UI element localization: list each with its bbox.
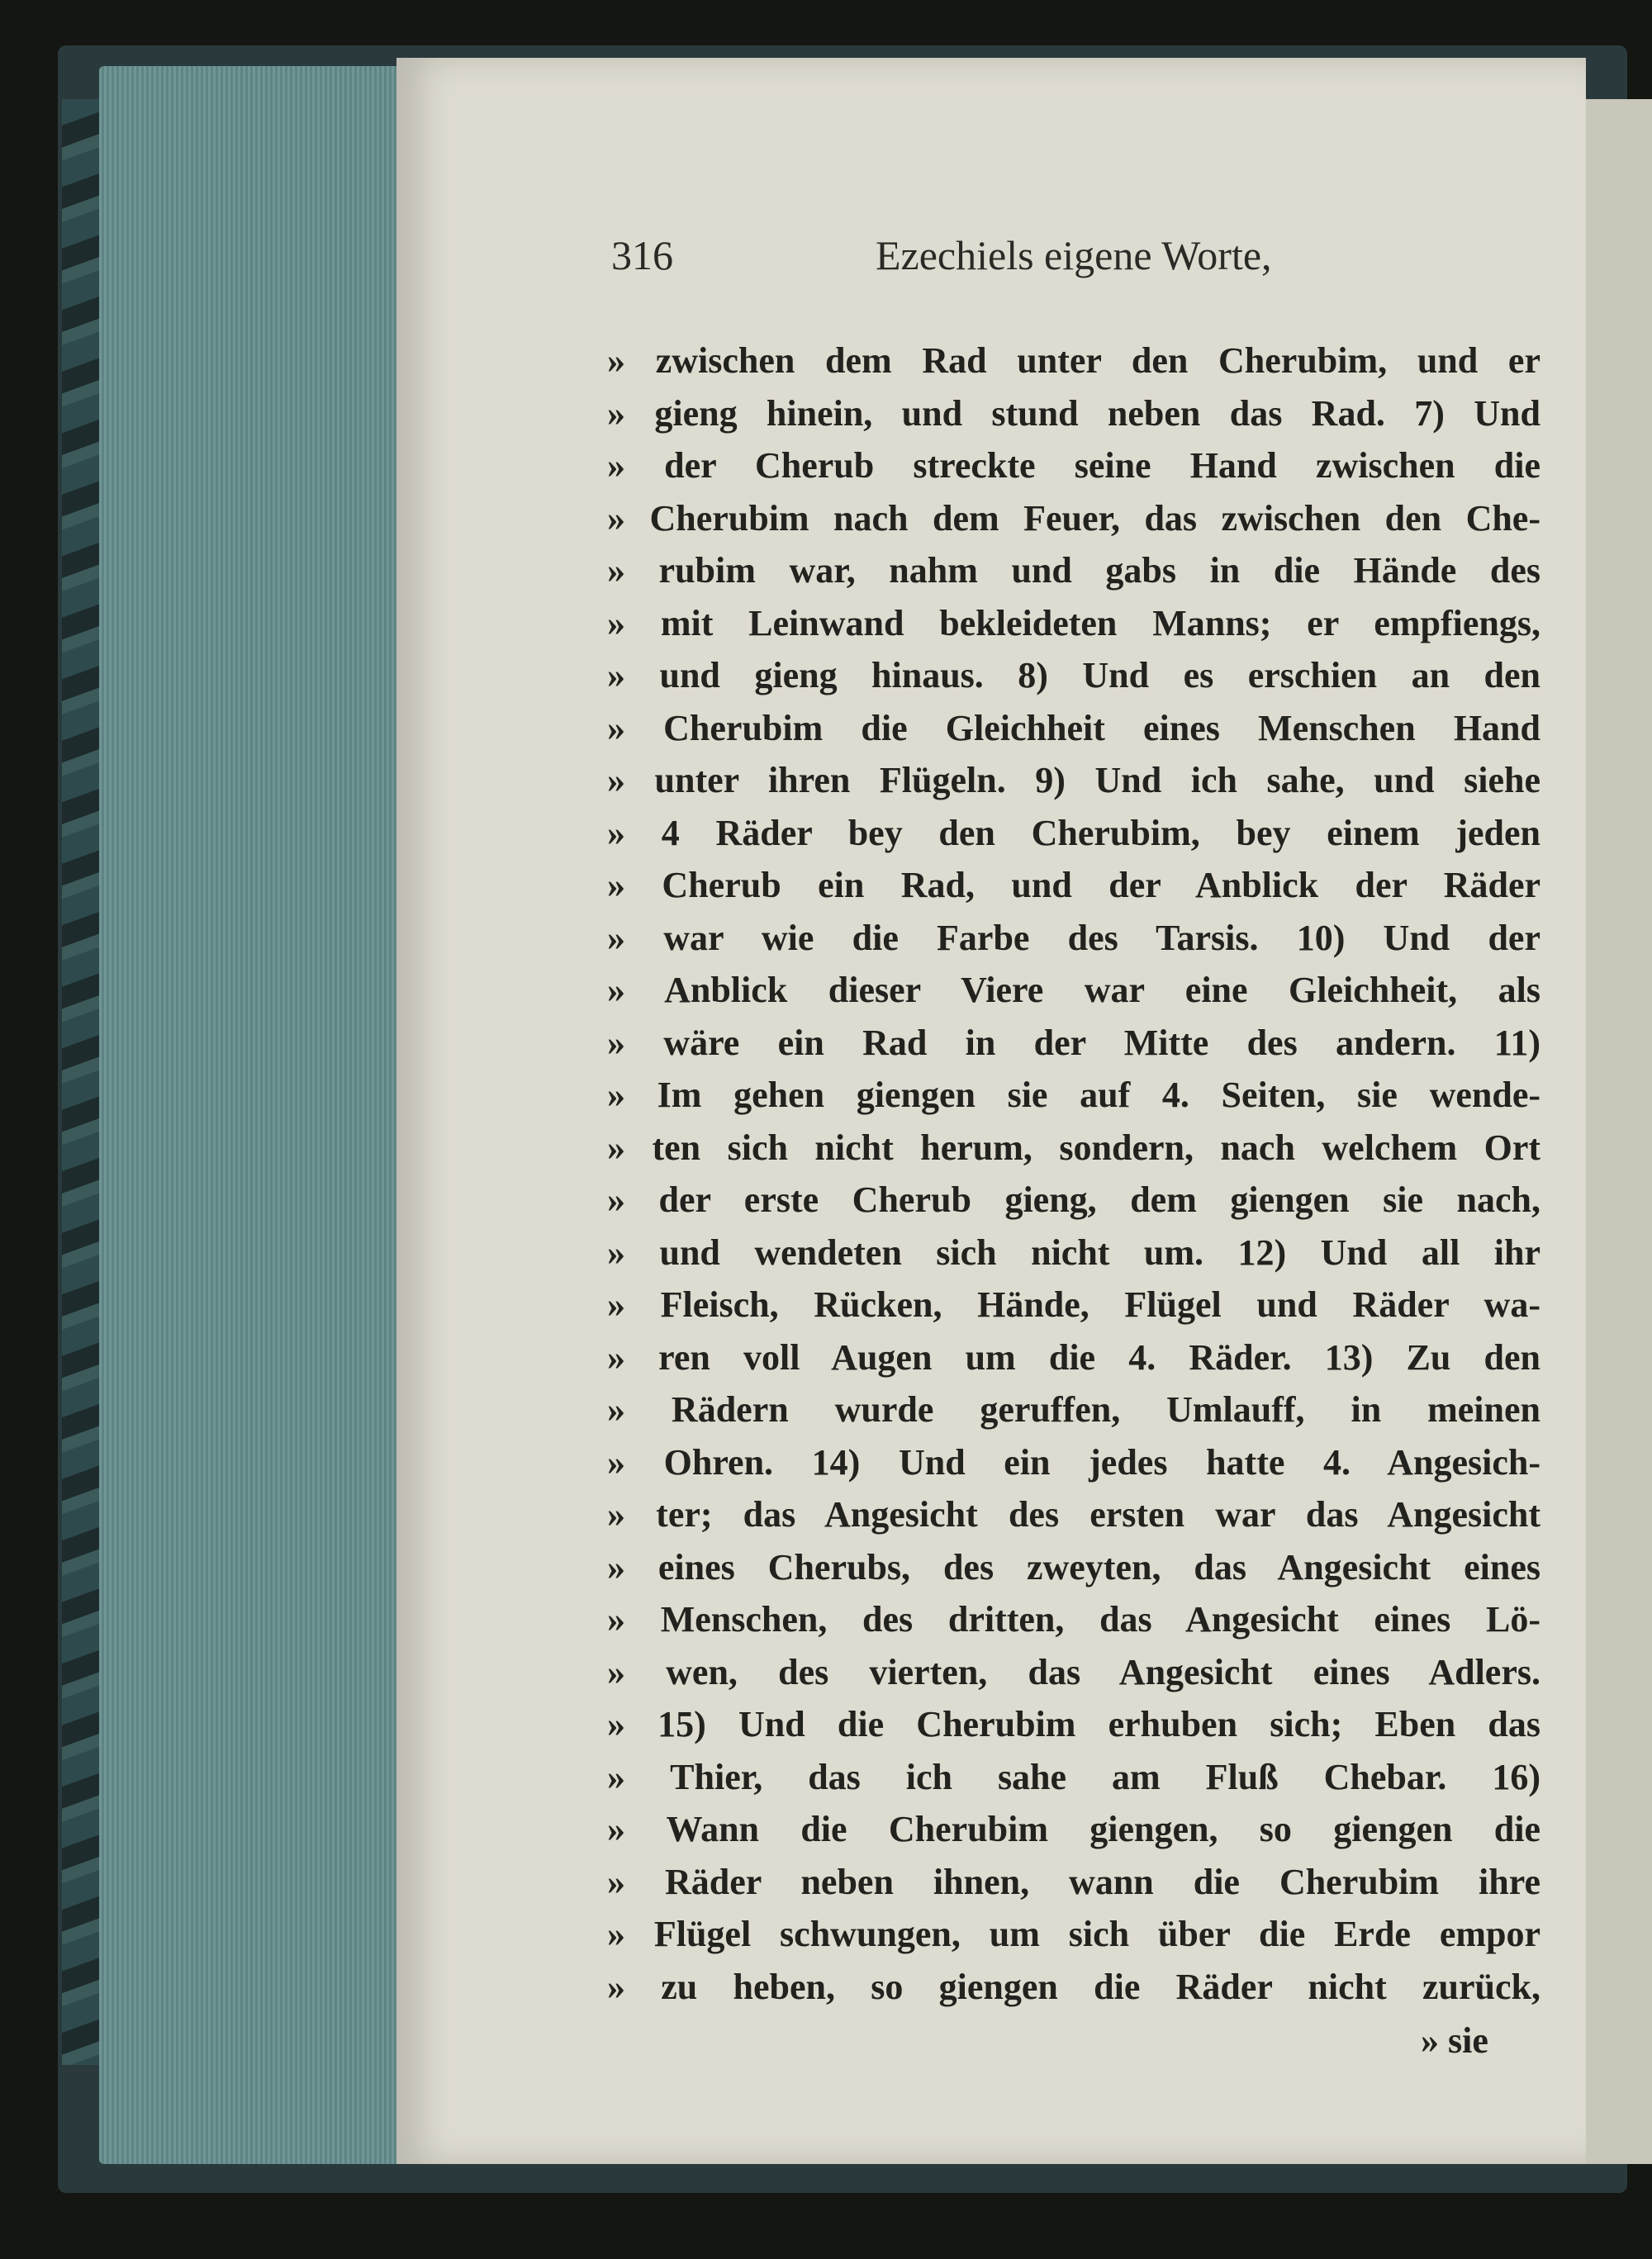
- text-line: » unter ihren Flügeln. 9) Und ich sahe, und siehe: [607, 760, 1540, 800]
- text-line: » Menschen, des dritten, das Angesicht eines Lö-: [607, 1599, 1540, 1640]
- text-line: » ren voll Augen um die 4. Räder. 13) Zu den: [607, 1336, 1540, 1378]
- text-line: » der erste Cherub gieng, dem giengen sie nach,: [607, 1179, 1540, 1220]
- page-block-edge: [99, 66, 405, 2164]
- page-header: [611, 231, 1520, 281]
- text-line: » und gieng hinaus. 8) Und es erschien an den: [607, 655, 1540, 695]
- text-line: » 4 Räder bey den Cherubim, bey einem jeden: [607, 812, 1540, 853]
- text-line: » Cherubim nach dem Feuer, das zwischen den Che-: [607, 497, 1540, 539]
- text-line: » war wie die Farbe des Tarsis. 10) Und der: [607, 917, 1540, 958]
- facing-page-edge: [1586, 99, 1652, 2164]
- running-title: Ezechiels eigene Worte,: [876, 232, 1272, 278]
- text-line: » Im gehen giengen sie auf 4. Seiten, sie wende-: [607, 1075, 1540, 1115]
- page-body-text: [607, 335, 1540, 2013]
- text-line: » Wann die Cherubim giengen, so giengen die: [607, 1809, 1540, 1849]
- text-line: » und wendeten sich nicht um. 12) Und all ihr: [607, 1232, 1540, 1273]
- text-line: » zu heben, so giengen die Räder nicht zurück,: [607, 1966, 1540, 2007]
- text-line: » wen, des vierten, das Angesicht eines Adlers.: [607, 1651, 1540, 1692]
- text-line: » Räder neben ihnen, wann die Cherubim ihre: [607, 1861, 1540, 1902]
- page-number: 316: [611, 232, 673, 278]
- text-line: » Cherubim die Gleichheit eines Menschen Hand: [607, 707, 1540, 748]
- text-line: » 15) Und die Cherubim erhuben sich; Eben das: [607, 1704, 1540, 1744]
- text-line: » wäre ein Rad in der Mitte des andern. 11): [607, 1022, 1540, 1063]
- text-line: » ten sich nicht herum, sondern, nach welchem Ort: [607, 1127, 1540, 1168]
- text-line: » rubim war, nahm und gabs in die Hände des: [607, 550, 1540, 591]
- text-line: » Rädern wurde geruffen, Umlauff, in meinen: [607, 1389, 1540, 1430]
- text-line: » Fleisch, Rücken, Hände, Flügel und Räder wa-: [607, 1284, 1540, 1325]
- catchword: » sie: [1421, 2020, 1488, 2061]
- text-line: » ter; das Angesicht des ersten war das Angesicht: [607, 1494, 1540, 1535]
- text-line: » der Cherub streckte seine Hand zwischen die: [607, 445, 1540, 486]
- text-line: » Anblick dieser Viere war eine Gleichheit, als: [607, 970, 1540, 1010]
- text-line: » eines Cherubs, des zweyten, das Angesicht eines: [607, 1546, 1540, 1587]
- text-line: » mit Leinwand bekleideten Manns; er empfiengs,: [607, 602, 1540, 643]
- text-line: » Flügel schwungen, um sich über die Erde empor: [607, 1914, 1540, 1954]
- text-line: » zwischen dem Rad unter den Cherubim, und er: [607, 340, 1540, 381]
- text-line: » gieng hinein, und stund neben das Rad. 7) Und: [607, 392, 1540, 434]
- text-line: » Ohren. 14) Und ein jedes hatte 4. Angesich-: [607, 1441, 1540, 1483]
- text-line: » Cherub ein Rad, und der Anblick der Räder: [607, 865, 1540, 905]
- text-line: » Thier, das ich sahe am Fluß Chebar. 16): [607, 1756, 1540, 1797]
